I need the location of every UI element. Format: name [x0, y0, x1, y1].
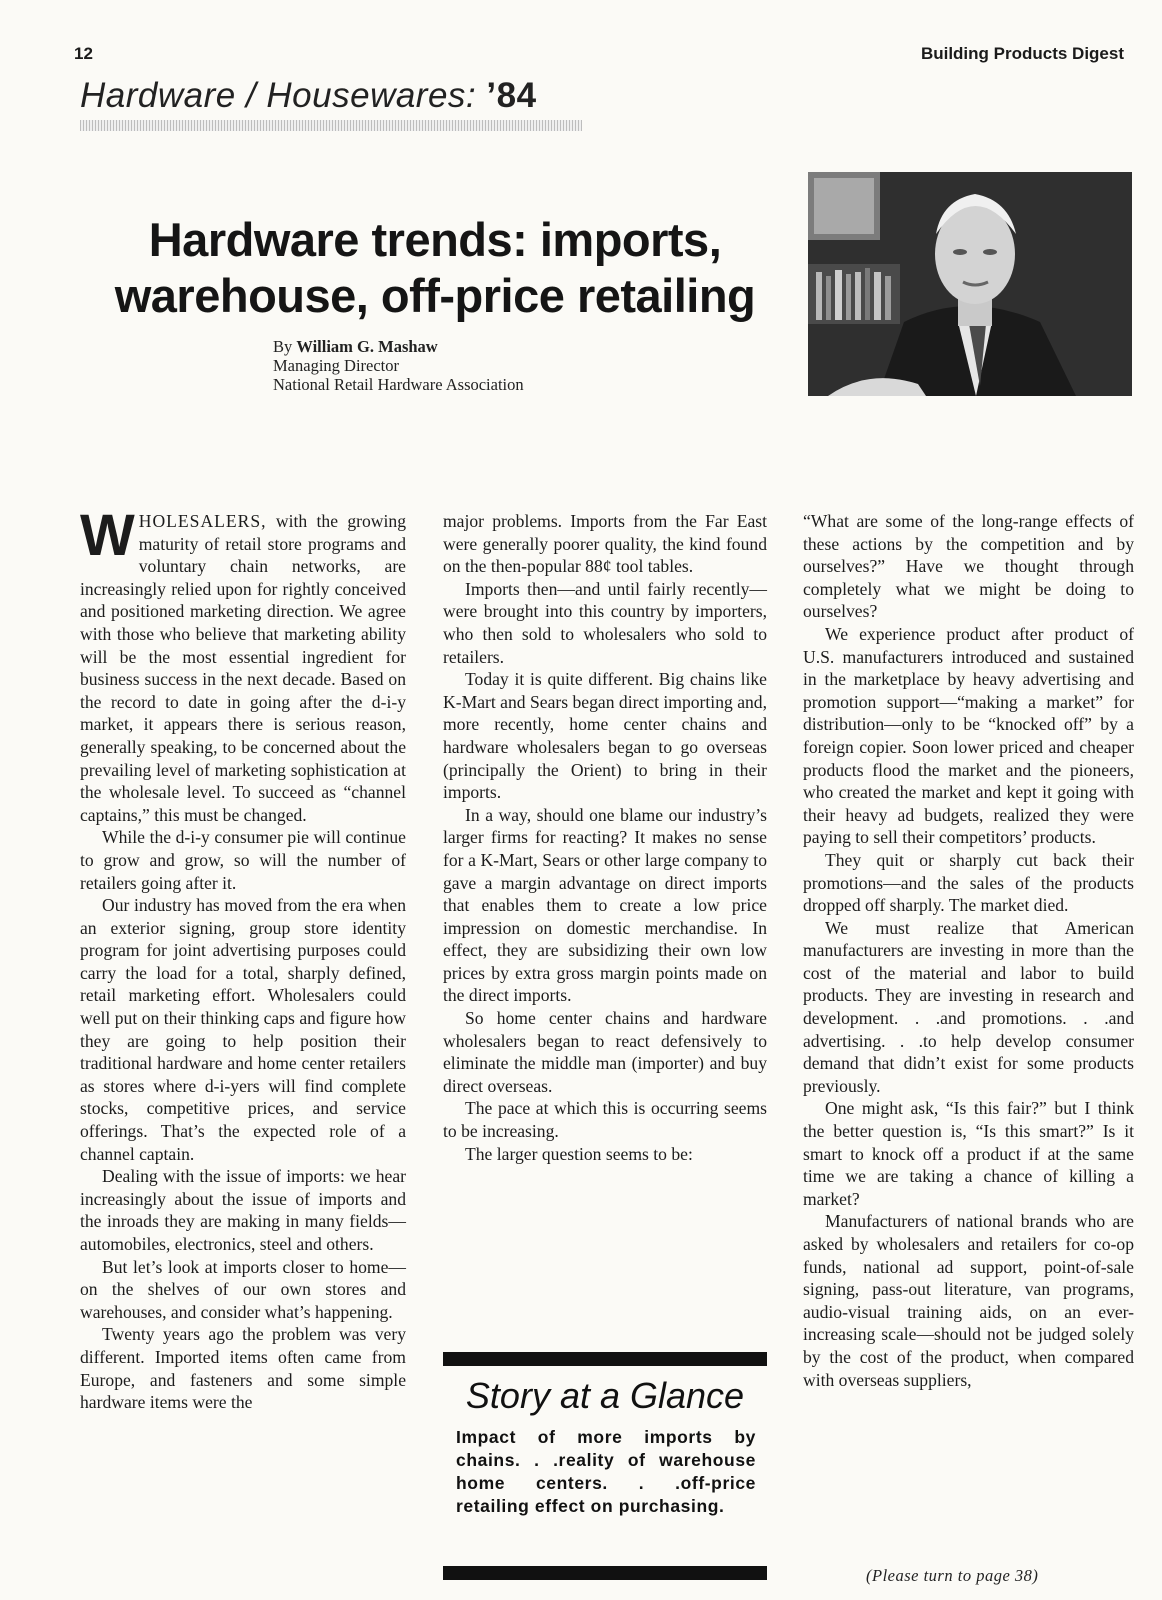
- paragraph-text: with the growing maturity of retail store programs and voluntary chain networks, are increasingly relied upon for rightly conceived and positioned marketing direction. We agree with those who believe that marketing ability will be the most essential ingredient for business success in the next decade. Based on the record to date in going after the d-i-y market, it appears there is serious reason, generally speaking, to be concerned about the prevailing level of marketing sophistication at the wholesale level. To succeed as “channel captains,” this must be changed.: [80, 511, 406, 825]
- author-portrait-photo: [808, 172, 1132, 396]
- glance-title: Story at a Glance: [465, 1375, 745, 1416]
- byline-by: By: [273, 337, 297, 356]
- magazine-name: Building Products Digest: [920, 44, 1124, 63]
- paragraph: Twenty years ago the problem was very different. Imported items often came from Europe, and fasteners and some simple hardware items were the: [80, 1324, 406, 1413]
- author-name: William G. Mashaw: [296, 337, 438, 356]
- paragraph: Imports then—and until fairly recently—were brought into this country by importers, who then sold to wholesalers who sold to retailers.: [443, 578, 767, 667]
- paragraph: The pace at which this is occurring seems to be increasing.: [443, 1098, 767, 1142]
- article-column-2: [443, 510, 767, 1165]
- paragraph: Our industry has moved from the era when an exterior signing, group store identity program for joint advertising purposes could carry the load for a total, sharply defined, retail marketing effort. Wholesalers could well put on their thinking caps and figure how they are going to help position their traditional hardware and home center retailers as stores where d-i-yers will find complete stocks, competitive prices, and service offerings. That’s the expected role of a channel captain.: [80, 895, 406, 1164]
- section-title-text: Hardware / Housewares:: [80, 76, 487, 115]
- paragraph: But let’s look at imports closer to home—on the shelves of our own stores and warehouses, and consider what’s happening.: [80, 1256, 406, 1322]
- paragraph: We must realize that American manufacturers are investing in more than the cost of the material and labor to build products. They are investing in research and development. . .and promotions. . .and advertising. . .to help develop consumer demand that didn’t exist for some products previously.: [803, 917, 1134, 1096]
- drop-cap: W: [80, 503, 135, 568]
- paragraph: So home center chains and hardware wholesalers began to react defensively to eliminate the middle man (importer) and buy direct overseas.: [443, 1008, 767, 1096]
- glance-rule-bottom: [443, 1566, 767, 1580]
- paragraph: While the d-i-y consumer pie will continue to grow and grow, so will the number of retailers going after it.: [80, 827, 406, 893]
- paragraph: We experience product after product of U.S. manufacturers introduced and sustained in the marketplace by heavy advertising and promotion support—“making a market” for distribution—only to be “knocked off” by a foreign copier. Soon lower priced and cheaper products flood the market and the pioneers, who created the market and kept it going with their heavy ad budgets, realized they were paying to sell their competitors’ products.: [803, 623, 1134, 848]
- paragraph: [80, 503, 406, 826]
- portrait-photo-icon: [808, 172, 1132, 396]
- paragraph: Manufacturers of national brands who are asked by wholesalers and retailers for co-op funds, national ad support, point-of-sale signing, pass-out literature, van programs, audio-visual training aids, on an ever-increasing scale—should not be judged solely by the cost of the product, when compared with overseas suppliers,: [803, 1211, 1134, 1390]
- section-rule: [80, 120, 582, 131]
- section-year: ’84: [486, 76, 537, 115]
- continued-note: (Please turn to page 38): [866, 1566, 1039, 1585]
- paragraph: Today it is quite different. Big chains like K-Mart and Sears began direct importing and, more recently, home center chains and hardware wholesalers began to go overseas (principally the Orient) to bring in their imports.: [443, 669, 767, 803]
- paragraph: In a way, should one blame our industry’s larger firms for reacting? It makes no sense for a K-Mart, Sears or other large company to gave a margin advantage on direct imports that enables them to create a low price impression on domestic merchandise. In effect, they are subsidizing their own low prices by extra gross margin points made on the direct imports.: [443, 804, 767, 1006]
- article-column-3: [803, 510, 1134, 1391]
- paragraph: The larger question seems to be:: [465, 1143, 693, 1164]
- paragraph: major problems. Imports from the Far East were generally poorer quality, the kind found on the then-popular 88¢ tool tables.: [443, 511, 767, 577]
- glance-rule-top: [443, 1352, 767, 1366]
- author-organization: National Retail Hardware Association: [273, 375, 524, 394]
- author-title: Managing Director: [273, 356, 399, 375]
- article-column-1: [80, 503, 406, 1414]
- section-title: [80, 76, 537, 116]
- paragraph: One might ask, “Is this fair?” but I think the better question is, “Is this smart?” Is it smart to knock off a product if at the same time we are taking a chance of killing a market?: [803, 1098, 1134, 1209]
- paragraph: “What are some of the long-range effects of these actions by the competition and by ourselves?” Have we thought through completely what we might be doing to ourselves?: [803, 511, 1134, 622]
- article-headline: Hardware trends: imports, warehouse, off-price retailing: [114, 213, 756, 322]
- glance-summary: Impact of more imports by chains. . .reality of warehouse home centers. . .off-price retailing effect on purchasing.: [456, 1427, 756, 1516]
- paragraph: Dealing with the issue of imports: we hear increasingly about the issue of imports and the inroads they are making in many fields—automobiles, electronics, steel and others.: [80, 1166, 406, 1254]
- lead-caps: HOLESALERS,: [138, 511, 267, 531]
- byline: [273, 337, 524, 394]
- page-number: 12: [74, 44, 93, 63]
- paragraph: They quit or sharply cut back their promotions—and the sales of the products dropped off sharply. The market died.: [803, 849, 1134, 916]
